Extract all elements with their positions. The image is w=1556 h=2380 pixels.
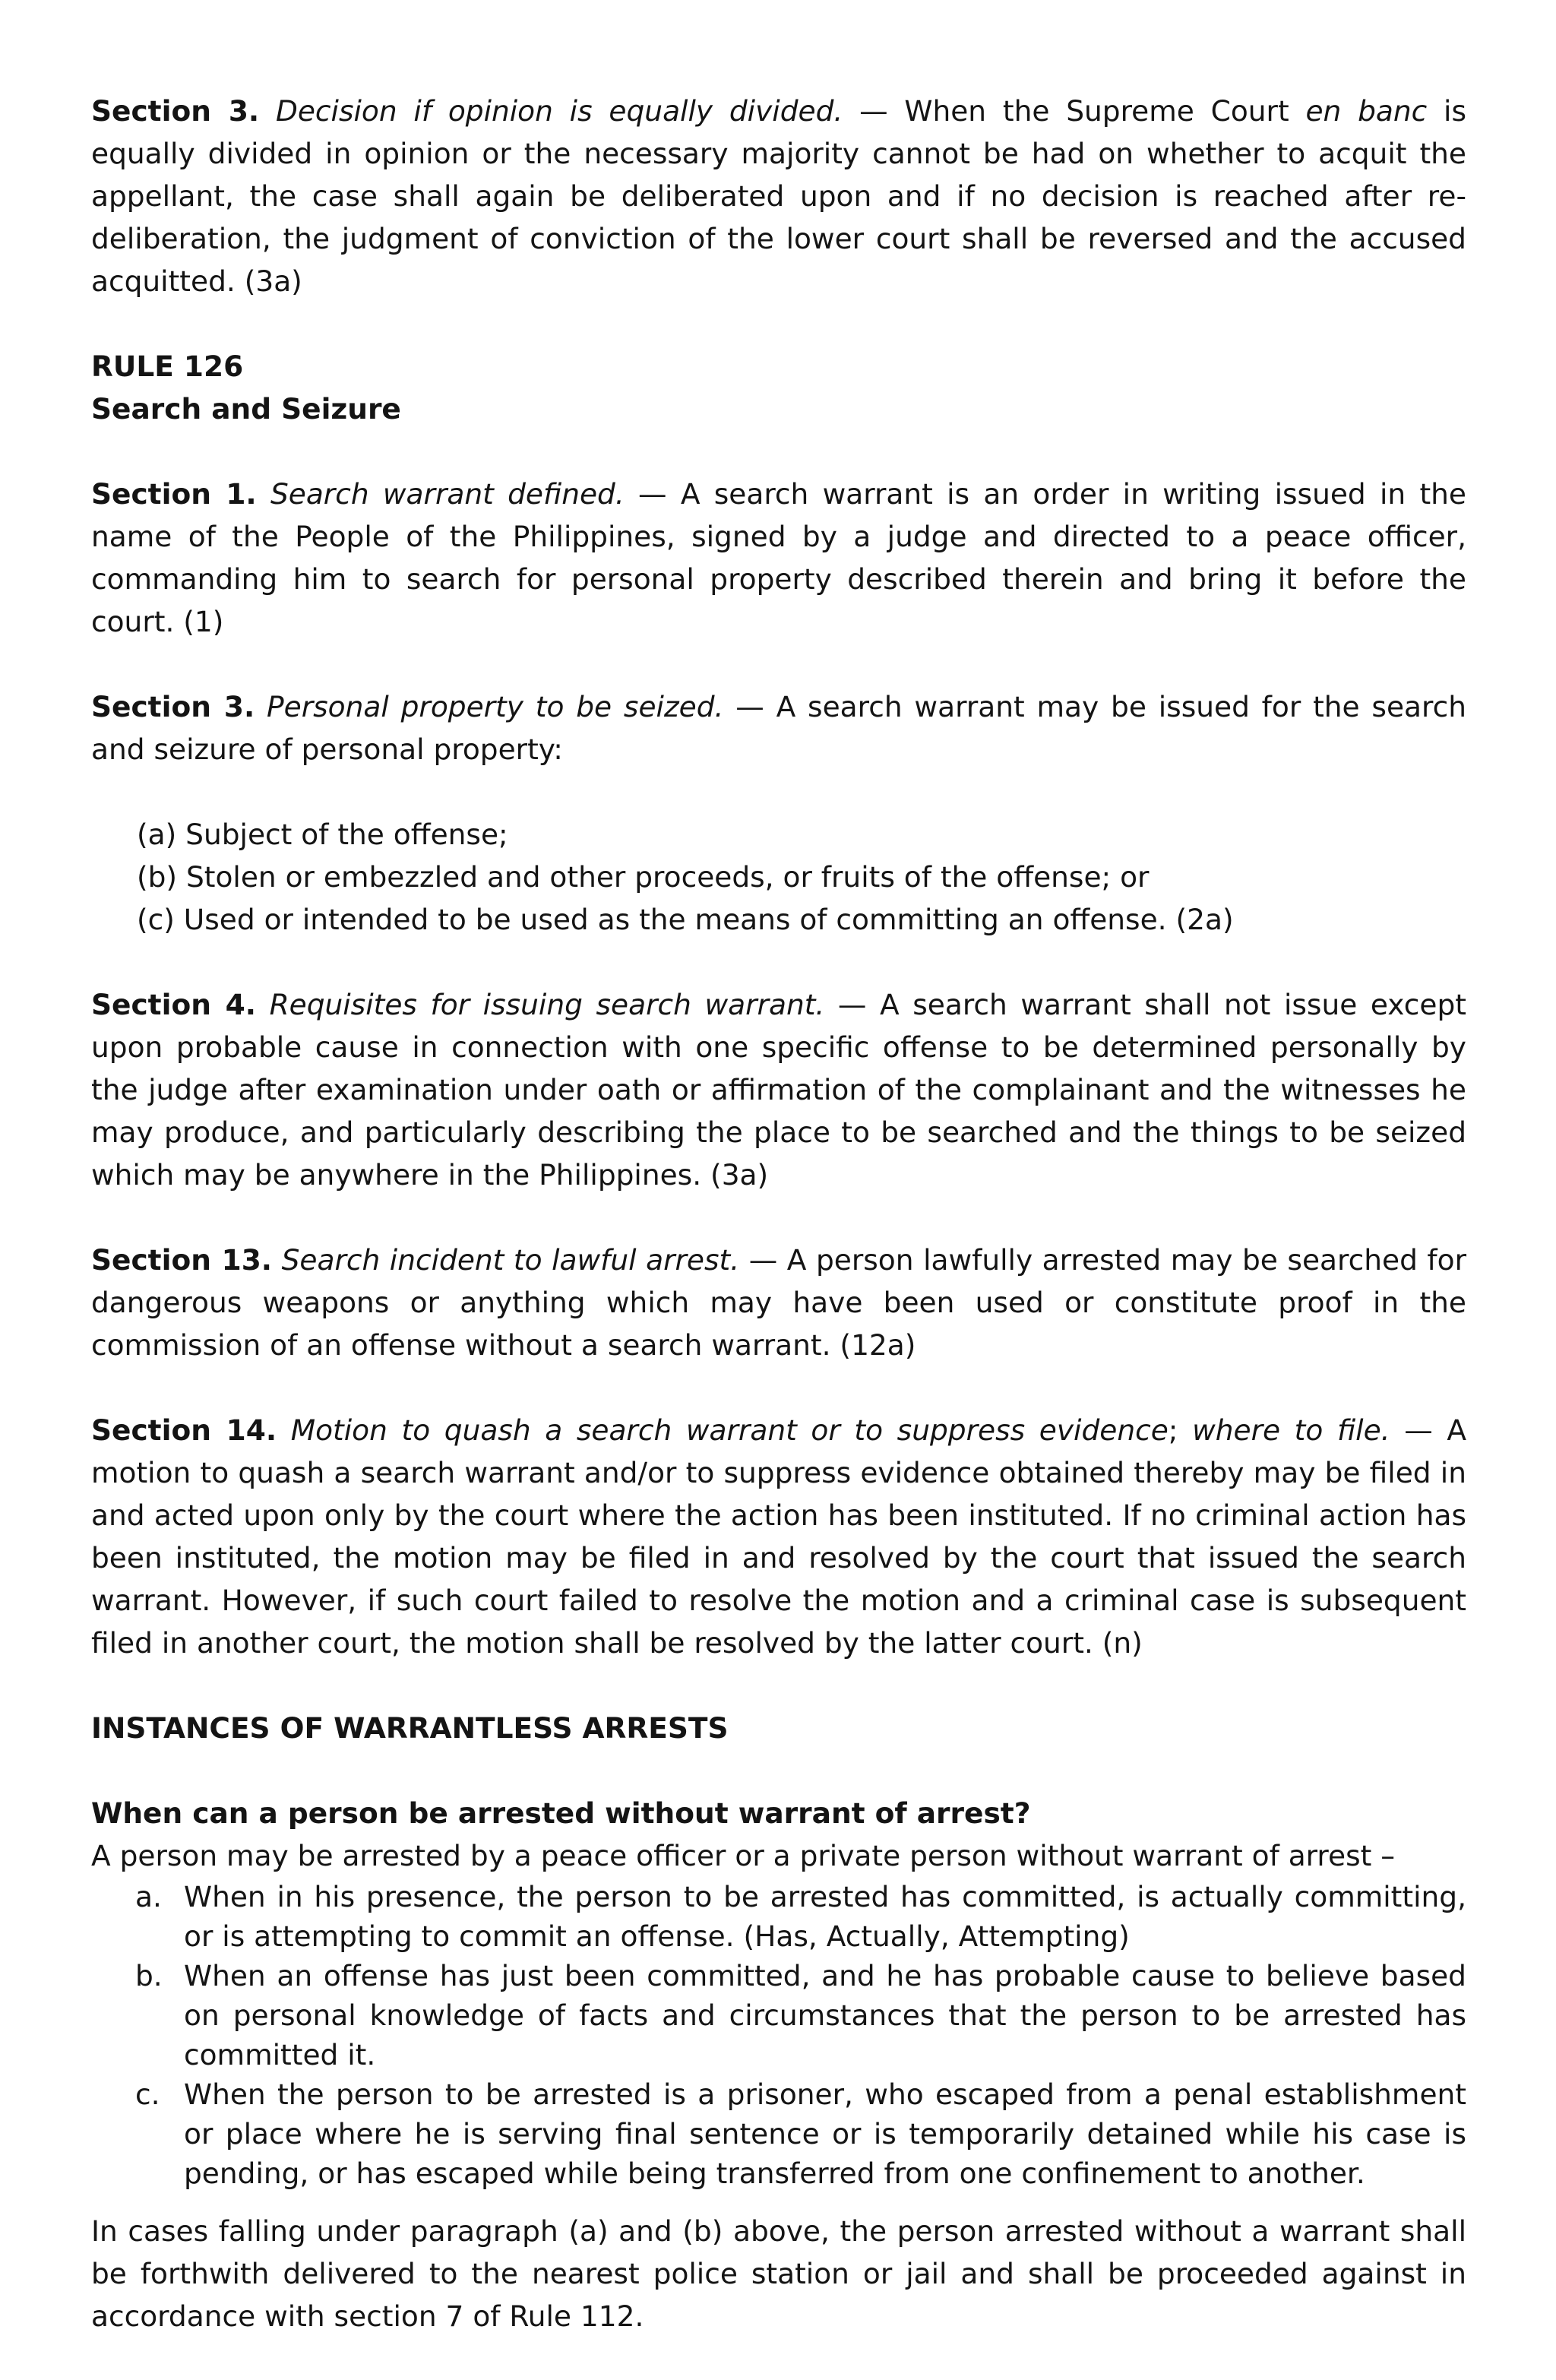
rule-heading: [91, 345, 1466, 430]
list-text: When the person to be arrested is a prisoner, who escaped from a penal establishment or place where he is serving final sentence or is temporarily detained while his case is pending, or has escaped while being transferred from one confinement to another.: [184, 2078, 1466, 2190]
section-label: Section 14.: [91, 1413, 277, 1447]
section-title: Search incident to lawful arrest.: [281, 1243, 740, 1277]
list-item: [91, 1956, 1466, 2075]
section-text: — When the Supreme Court: [843, 94, 1306, 128]
section-title: Motion to quash a search warrant or to suppress evidence: [290, 1413, 1169, 1447]
section-13-search-incident: [91, 1239, 1466, 1366]
list-item: (c) Used or intended to be used as the means of committing an offense. (2a): [137, 903, 1234, 936]
section-label: Section 1.: [91, 477, 257, 511]
section-text: is equally divided in opinion or the necessary majority cannot be had on whether to acquit the appellant, the case shall again be deliberated upon and if no decision is reached after re-deliberation, the judgment of conviction of the lower court shall be reversed and the accused acquitted. (3a): [91, 94, 1466, 298]
list-item: (b) Stolen or embezzled and other proceeds, or fruits of the offense; or: [137, 860, 1150, 894]
property-list: [91, 813, 1466, 941]
section-1-search-warrant: [91, 473, 1466, 643]
warrantless-list: [91, 1877, 1466, 2193]
section-label: Section 3.: [91, 690, 255, 723]
section-emphasis: en banc: [1305, 94, 1428, 128]
section-label: Section 4.: [91, 988, 256, 1021]
section-text: — A motion to quash a search warrant and/or to suppress evidence obtained thereby may be filed in and acted upon only by the court where the action has been instituted. If no criminal action has been instituted, the motion may be filed in and resolved by the court that issued the search warrant. However, if such court failed to resolve the motion and a criminal case is subsequent filed in another court, the motion shall be resolved by the latter court. (n): [91, 1413, 1466, 1660]
rule-number: RULE 126: [91, 350, 244, 383]
section-text: — A search warrant is an order in writing issued in the name of the People of the Philippines, signed by a judge and directed to a peace officer, commanding him to search for personal property described therein and bring it before the court. (1): [91, 477, 1467, 638]
rule-title: Search and Seizure: [91, 392, 401, 426]
list-item: (a) Subject of the offense;: [137, 818, 508, 851]
warrantless-intro: A person may be arrested by a peace officer or a private person without warrant of arrest –: [91, 1839, 1396, 1872]
section-4-requisites: [91, 983, 1466, 1196]
warrantless-closing: In cases falling under paragraph (a) and (b) above, the person arrested without a warrant shall be forthwith delivered to the nearest police station or jail and shall be proceeded against in accordance with section 7 of Rule 112.: [91, 2214, 1466, 2333]
section-title: where to file.: [1192, 1413, 1390, 1447]
section-title: Search warrant defined.: [270, 477, 625, 511]
section-title: Decision if opinion is equally divided.: [275, 94, 843, 128]
list-marker: b.: [135, 1959, 163, 1992]
warrantless-heading: INSTANCES OF WARRANTLESS ARRESTS: [91, 1711, 729, 1745]
section-text: — A person lawfully arrested may be searched for dangerous weapons or anything which may have been used or constitute proof in the commission of an offense without a search warrant. (12a): [91, 1243, 1466, 1362]
section-title-separator: ;: [1168, 1413, 1193, 1447]
section-title: Requisites for issuing search warrant.: [269, 988, 825, 1021]
section-3-personal-property: [91, 685, 1466, 771]
list-item: [91, 2075, 1466, 2193]
section-text: — A search warrant shall not issue except upon probable cause in connection with one specific offense to be determined personally by the judge after examination under oath or affirmation of the complainant and the witnesses he may produce, and particularly describing the place to be searched and the things to be seized which may be anywhere in the Philippines. (3a): [91, 988, 1467, 1192]
list-text: When an offense has just been committed, and he has probable cause to believe based on personal knowledge of facts and circumstances that the person to be arrested has committed it.: [184, 1959, 1466, 2071]
section-title: Personal property to be seized.: [267, 690, 724, 723]
section-label: Section 13.: [91, 1243, 273, 1277]
list-marker: a.: [135, 1880, 162, 1913]
section-3-decision: [91, 90, 1466, 302]
list-marker: c.: [135, 2078, 160, 2111]
list-text: When in his presence, the person to be arrested has committed, is actually committing, or is attempting to commit an offense. (Has, Actually, Attempting): [184, 1880, 1466, 1953]
section-14-motion-to-quash: [91, 1409, 1466, 1664]
section-label: Section 3.: [91, 94, 260, 128]
list-item: [91, 1877, 1466, 1956]
warrantless-question: When can a person be arrested without warrant of arrest?: [91, 1796, 1031, 1830]
section-text: — A search warrant may be issued for the search and seizure of personal property:: [91, 690, 1466, 766]
